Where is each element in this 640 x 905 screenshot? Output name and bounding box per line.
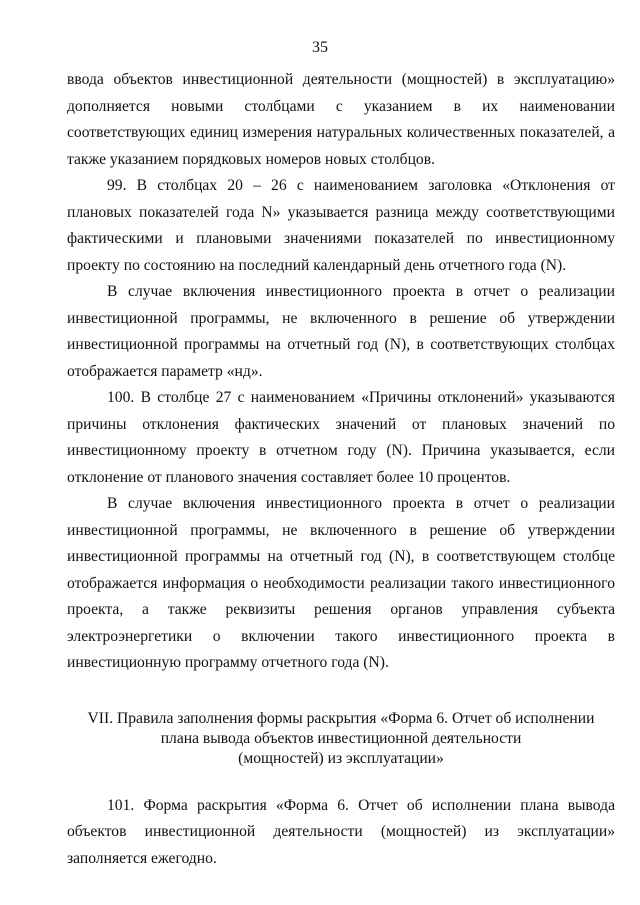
paragraph-continuation: ввода объектов инвестиционной деятельности (мощностей) в эксплуатацию» дополняется новыми столбцами с указанием в их наименовании соответствующих единиц измерения натуральных количественных показателей, а также указанием порядковых номеров новых столбцов. <box>67 71 615 168</box>
section-heading-line-3: (мощностей) из эксплуатации» <box>238 749 444 767</box>
paragraph-item-100-note: В случае включения инвестиционного проекта в отчет о реализации инвестиционной программы, не включенного в решение об утверждении инвестиционной программы на отчетный год (N), в соответствующем столбце отображается информация о необходимости реализации такого инвестиционного проекта, а также реквизиты решения органов управления субъекта электроэнергетики о включении такого инвестиционного проекта в инвестиционную программу отчетного года (N). <box>67 495 615 671</box>
paragraph-item-99: 99. В столбцах 20 – 26 с наименованием заголовка «Отклонения от плановых показателей года N» указывается разница между соответствующими фактическими и плановыми значениями показателей по инвестиционному проекту по состоянию на последний календарный день отчетного года (N). <box>67 177 615 274</box>
paragraph-item-101: 101. Форма раскрытия «Форма 6. Отчет об исполнении плана вывода объектов инвестиционной деятельности (мощностей) из эксплуатации» заполняется ежегодно. <box>67 796 615 867</box>
paragraph-item-99-note: В случае включения инвестиционного проекта в отчет о реализации инвестиционной программы, не включенного в решение об утверждении инвестиционной программы на отчетный год (N), в соответствующих столбцах отображается параметр «нд». <box>67 283 615 380</box>
page-number: 35 <box>312 39 328 56</box>
section-heading <box>67 709 615 769</box>
document-body <box>67 67 615 872</box>
section-heading-line-1: VII. Правила заполнения формы раскрытия «Форма 6. Отчет об исполнении <box>87 709 595 727</box>
paragraph-item-100: 100. В столбце 27 с наименованием «Причины отклонений» указываются причины отклонения фактических значений от плановых значений по инвестиционному проекту в отчетном году (N). Причина указывается, если отклонение от планового значения составляет более 10 процентов. <box>67 389 615 486</box>
section-heading-line-2: плана вывода объектов инвестиционной деятельности <box>160 729 522 747</box>
